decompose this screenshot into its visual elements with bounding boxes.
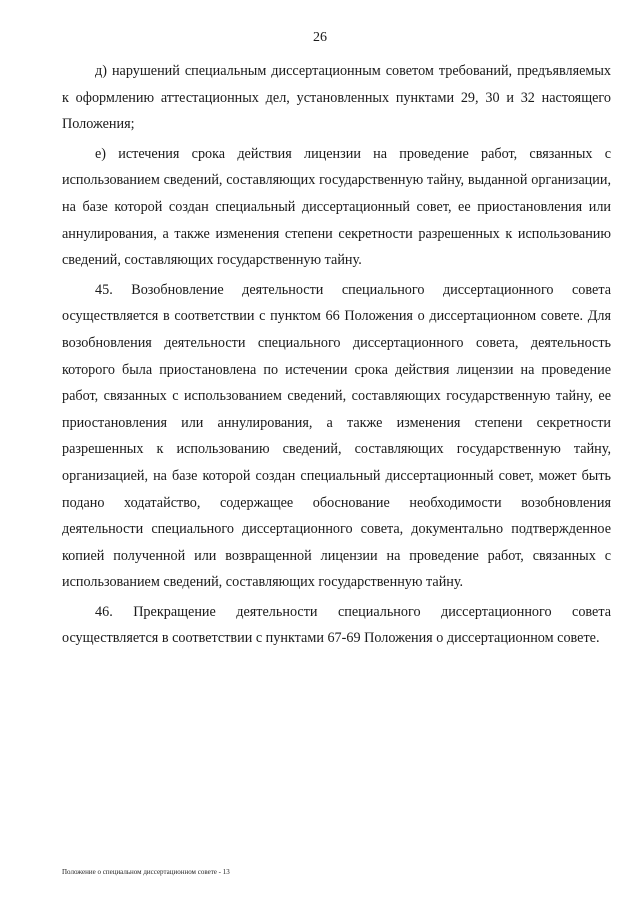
paragraph-d: д) нарушений специальным диссертационным советом требований, предъявляемых к оформлению аттестационных дел, установленных пунктами 29, 30 и 32 настоящего Положения;	[62, 63, 611, 133]
paragraph-45: 45. Возобновление деятельности специального диссертационного совета осуществляется в соответствии с пунктом 66 Положения о диссертационном совете. Для возобновления деятельности специального диссертационного совета, деятельность которого была приостановлена по истечении срока действия лицензии на проведение работ, связанных с использованием сведений, составляющих государственную тайну, ее приостановления или аннулирования, а также изменения степени секретности разрешенных к использованию сведений, составляющих государственную тайну, организацией, на базе которой создан специальный диссертационный совет, может быть подано ходатайство, содержащее обоснование необходимости возобновления деятельности специального диссертационного совета, документально подтвержденное копией полученной или возвращенной лицензии на проведение работ, связанных с использованием сведений, составляющих государственную тайну.	[62, 281, 611, 591]
document-body	[62, 58, 611, 655]
paragraph-46: 46. Прекращение деятельности специального диссертационного совета осуществляется в соответствии с пунктами 67-69 Положения о диссертационном совете.	[62, 603, 611, 647]
page-footer: Положение о специальном диссертационном совете - 13	[62, 868, 230, 876]
paragraph-e: е) истечения срока действия лицензии на проведение работ, связанных с использованием сведений, составляющих государственную тайну, выданной организации, на базе которой создан специальный диссертационный совет, ее приостановления или аннулирования, а также изменения степени секретности разрешенных к использованию сведений, составляющих государственную тайну.	[62, 145, 611, 269]
page-number: 26	[313, 30, 327, 45]
